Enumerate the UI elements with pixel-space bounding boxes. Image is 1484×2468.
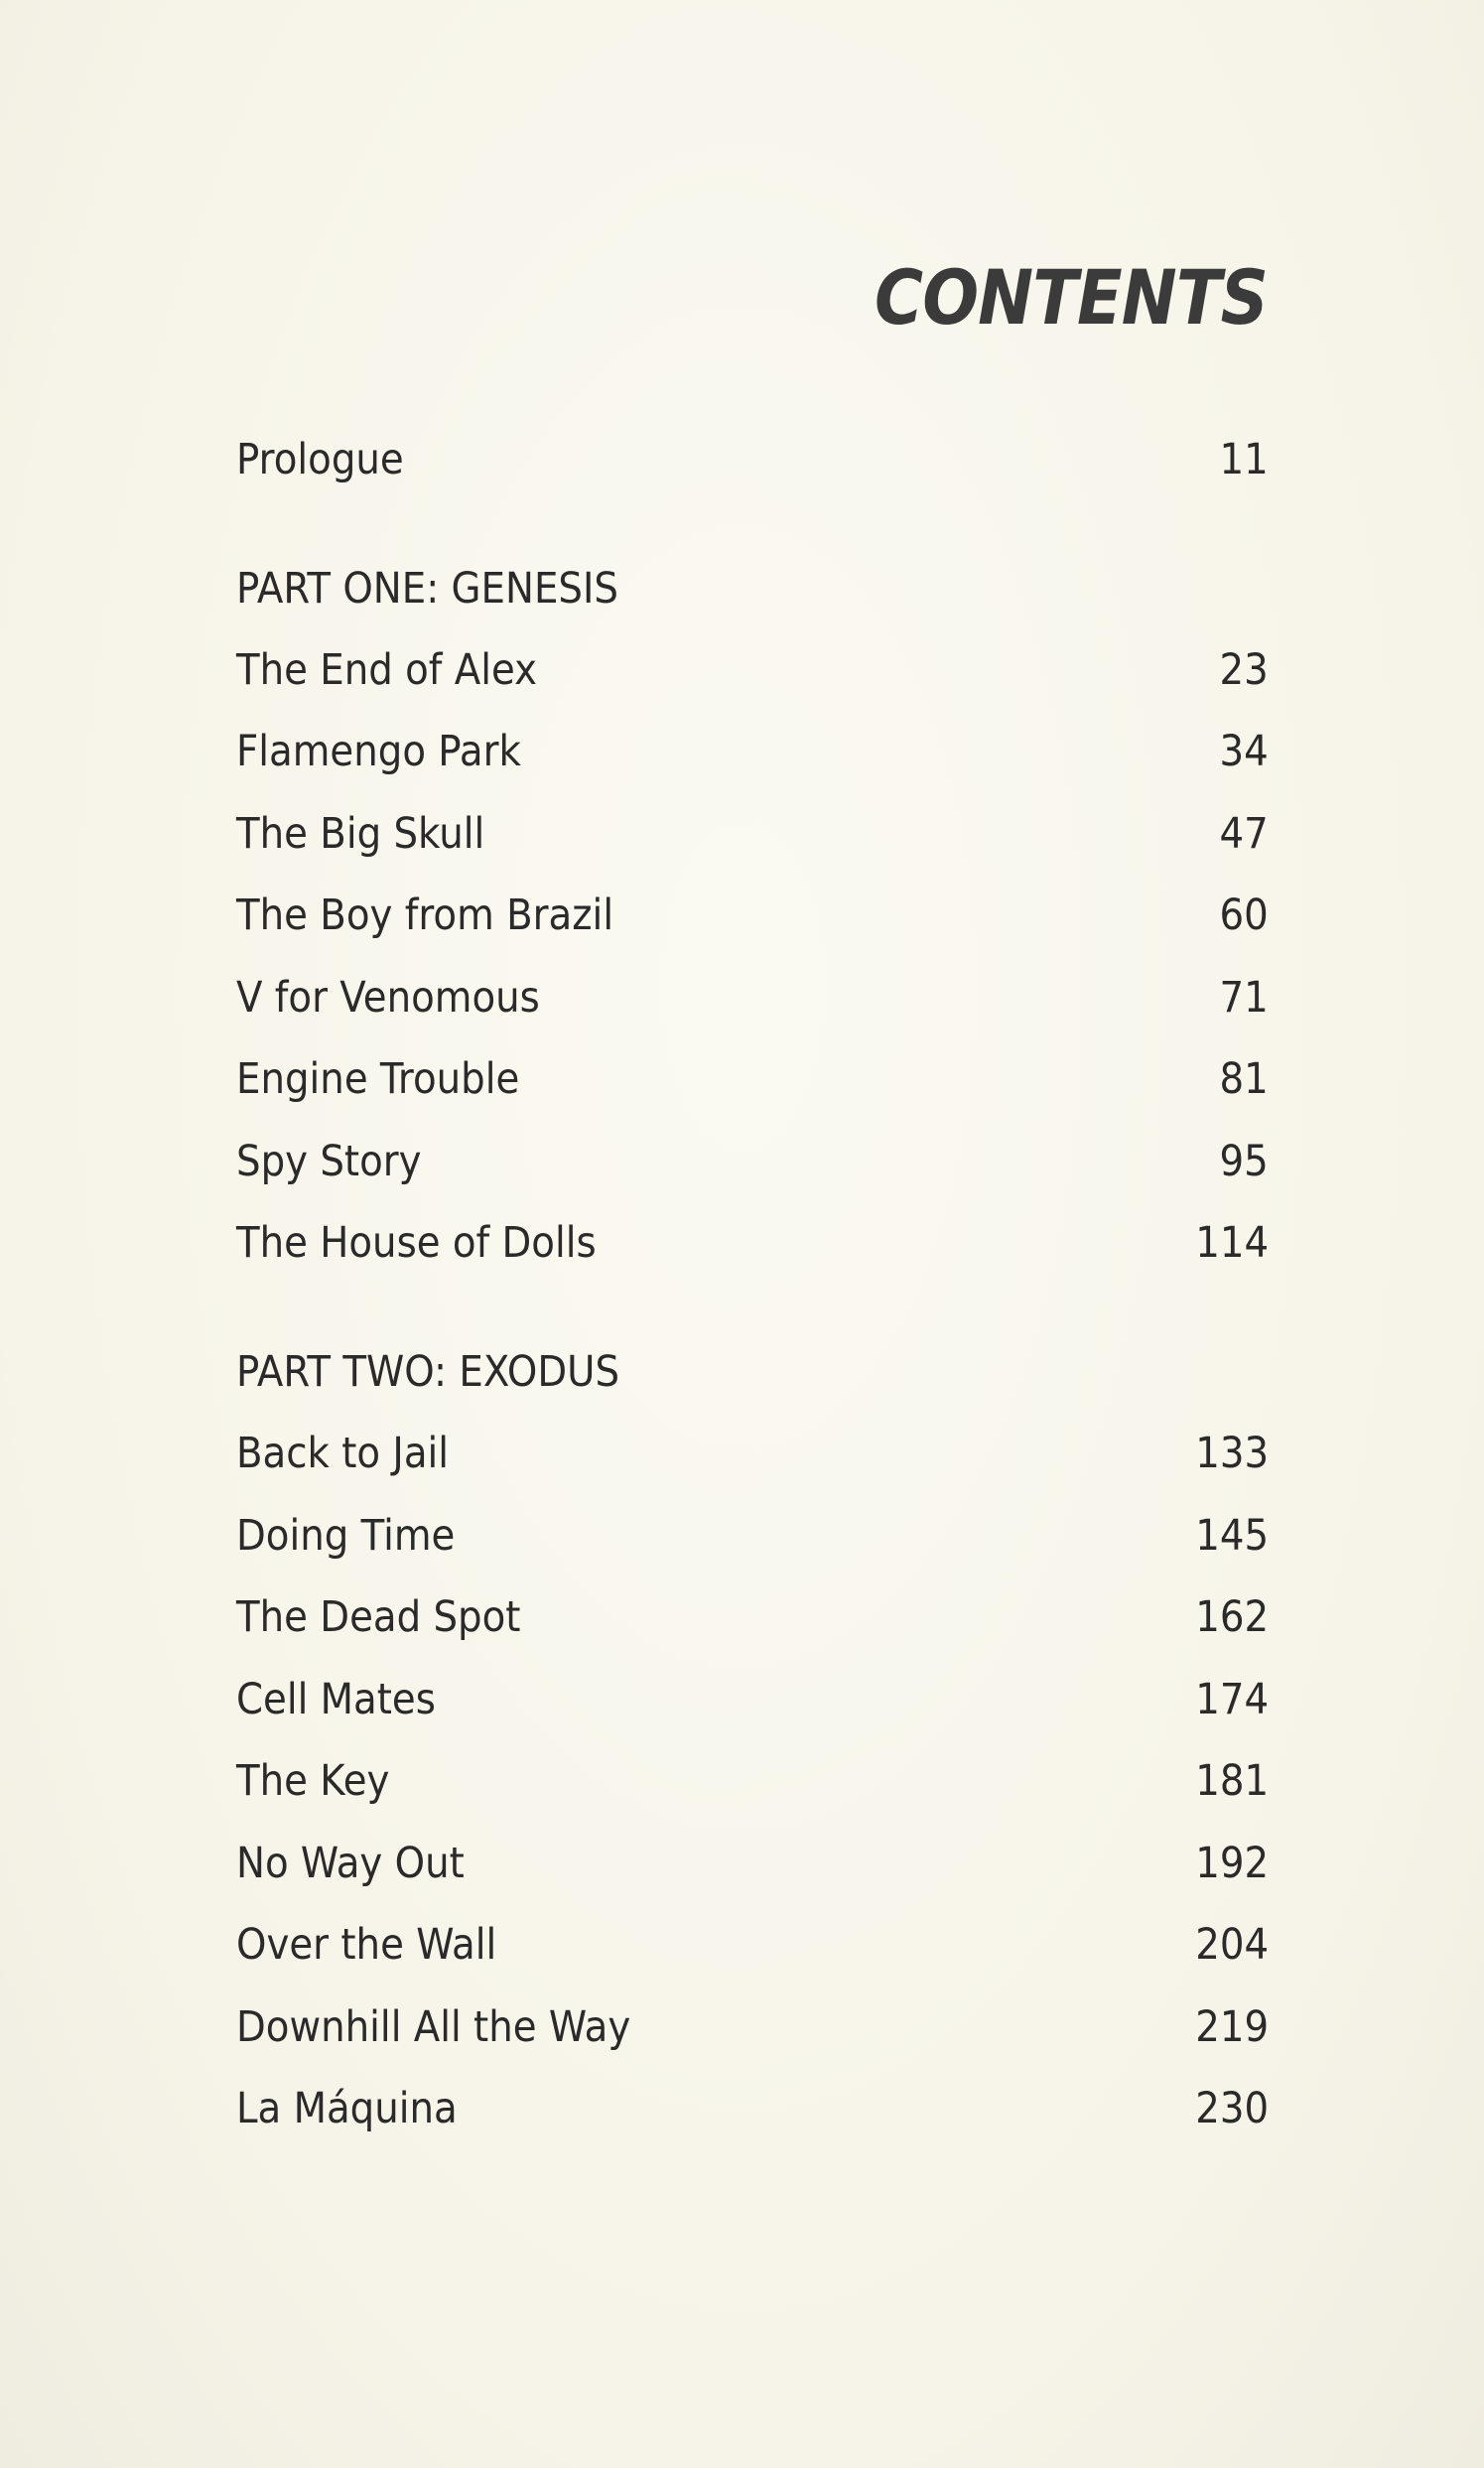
toc-entry: [236, 2079, 1269, 2138]
toc-entry-page: 71: [1219, 973, 1269, 1023]
toc-entry-label: Over the Wall: [236, 1920, 497, 1970]
toc-entry-prologue: [236, 430, 1269, 489]
toc-entry: [236, 1751, 1269, 1811]
part-one-heading: PART ONE: GENESIS: [236, 564, 618, 614]
toc-entry-page: 192: [1195, 1839, 1269, 1888]
toc-entry: [236, 1587, 1269, 1647]
toc-entry-label: Prologue: [236, 435, 404, 484]
toc-entry: [236, 1132, 1269, 1191]
toc-entry-label: Cell Mates: [236, 1675, 436, 1724]
toc-entry: [236, 1915, 1269, 1975]
toc-entry-label: Downhill All the Way: [236, 2002, 631, 2052]
toc-entry-page: 34: [1219, 727, 1269, 776]
toc-entry: [236, 1506, 1269, 1566]
toc-entry-label: Doing Time: [236, 1511, 456, 1561]
toc-entry: [236, 1049, 1269, 1109]
toc-entry: [236, 1670, 1269, 1729]
toc-entry-label: V for Venomous: [236, 973, 540, 1023]
toc-entry-label: Flamengo Park: [236, 727, 521, 776]
toc-entry-page: 11: [1219, 435, 1269, 484]
toc-entry-label: The Key: [236, 1756, 390, 1806]
toc-entry-label: The Boy from Brazil: [236, 891, 614, 940]
toc-entry-label: Back to Jail: [236, 1429, 450, 1478]
toc-entry: [236, 1834, 1269, 1893]
toc-entry: [236, 1424, 1269, 1483]
toc-entry: [236, 1997, 1269, 2057]
toc-entry-page: 174: [1195, 1675, 1269, 1724]
toc-entry: [236, 640, 1269, 700]
toc-entry-page: 47: [1219, 809, 1269, 859]
toc-entry-label: The Dead Spot: [236, 1592, 521, 1642]
toc-entry-label: La Máquina: [236, 2084, 458, 2133]
toc-entry: [236, 722, 1269, 781]
toc-entry-page: 23: [1219, 645, 1269, 695]
toc-entry-label: Engine Trouble: [236, 1054, 520, 1104]
toc-entry-label: The End of Alex: [236, 645, 537, 695]
toc-entry-page: 162: [1195, 1592, 1269, 1642]
toc-entry: [236, 1213, 1269, 1273]
toc-entry-page: 114: [1195, 1218, 1269, 1268]
page-title: CONTENTS: [875, 253, 1268, 342]
toc-entry: [236, 886, 1269, 945]
toc-entry-page: 181: [1195, 1756, 1269, 1806]
toc-entry: [236, 804, 1269, 864]
toc-entry-label: No Way Out: [236, 1839, 465, 1888]
part-two-heading: PART TWO: EXODUS: [236, 1347, 620, 1397]
toc-entry-page: 145: [1195, 1511, 1269, 1561]
toc-entry-page: 95: [1219, 1137, 1269, 1186]
toc-entry-label: Spy Story: [236, 1137, 422, 1186]
toc-entry-page: 219: [1195, 2002, 1269, 2052]
toc-entry-label: The Big Skull: [236, 809, 485, 859]
toc-entry-page: 133: [1195, 1429, 1269, 1478]
toc-entry-page: 204: [1195, 1920, 1269, 1970]
toc-entry-page: 60: [1219, 891, 1269, 940]
toc-entry-page: 230: [1195, 2084, 1269, 2133]
toc-entry-label: The House of Dolls: [236, 1218, 597, 1268]
toc-entry-page: 81: [1219, 1054, 1269, 1104]
toc-entry: [236, 968, 1269, 1028]
